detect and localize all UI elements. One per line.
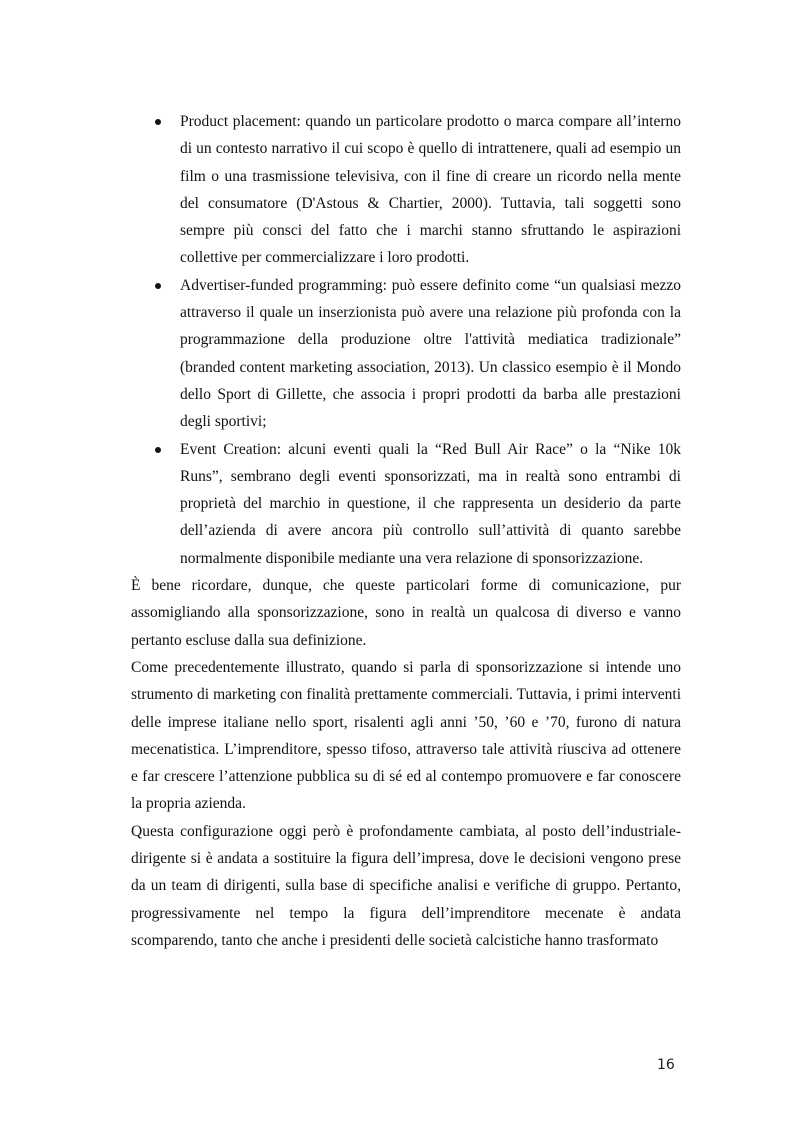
paragraph: Questa configurazione oggi però è profondamente cambiata, al posto dell’industriale-dirigente si è andata a sostituire la figura dell’impresa, dove le decisioni vengono prese da un team di dirigenti, sulla base di specifiche analisi e verifiche di gruppo. Pertanto, progressivamente nel tempo la figura dell’imprenditore mecenate è andata scomparendo, tanto che anche i presidenti delle società calcistiche hanno trasformato: [131, 822, 681, 949]
bullet-text: Advertiser-funded programming: può essere definito come “un qualsiasi mezzo attraverso il quale un inserzionista può avere una relazione più profonda con la programmazione della produzione oltre l'attività mediatica tradizionale” (branded content marketing association, 2013). Un classico esempio è il Mondo dello Sport di Gillette, che associa i propri prodotti da barba alle prestazioni degli sportivi;: [180, 276, 681, 431]
paragraph: Come precedentemente illustrato, quando si parla di sponsorizzazione si intende uno strumento di marketing con finalità prettamente commerciali. Tuttavia, i primi interventi delle imprese italiane nello sport, risalenti agli anni ’50, ’60 e ’70, furono di natura mecenatistica. L’imprenditore, spesso tifoso, attraverso tale attività riusciva ad ottenere e far crescere l’attenzione pubblica su di sé ed al contempo promuovere e far conoscere la propria azienda.: [131, 658, 681, 813]
bullet-icon: [155, 283, 161, 289]
bullet-list: [131, 108, 681, 572]
paragraph: È bene ricordare, dunque, che queste particolari forme di comunicazione, pur assomigliando alla sponsorizzazione, sono in realtà un qualcosa di diverso e vanno pertanto escluse dalla sua definizione.: [131, 577, 681, 649]
bullet-icon: [155, 447, 161, 453]
bullet-item-product-placement: [131, 108, 681, 272]
document-body: [131, 108, 681, 954]
bullet-item-event-creation: [131, 436, 681, 572]
bullet-icon: [155, 119, 161, 125]
bullet-text: Product placement: quando un particolare prodotto o marca compare all’interno di un contesto narrativo il cui scopo è quello di intrattenere, quali ad esempio un film o una trasmissione televisiva, con il fine di creare un ricordo nella mente del consumatore (D'Astous & Chartier, 2000). Tuttavia, tali soggetti sono sempre più consci del fatto che i marchi stanno sfruttando le aspirazioni collettive per commercializzare i loro prodotti.: [180, 113, 681, 267]
bullet-item-advertiser-funded-programming: [131, 272, 681, 436]
page-number: 16: [657, 1057, 675, 1073]
bullet-text: Event Creation: alcuni eventi quali la “Red Bull Air Race” o la “Nike 10k Runs”, sembrano degli eventi sponsorizzati, ma in realtà sono entrambi di proprietà del marchio in questione, il che rappresenta un desiderio da parte dell’azienda di avere ancora più controllo sull’attività di quanto sarebbe normalmente disponibile mediante una vera relazione di sponsorizzazione.: [180, 440, 681, 567]
